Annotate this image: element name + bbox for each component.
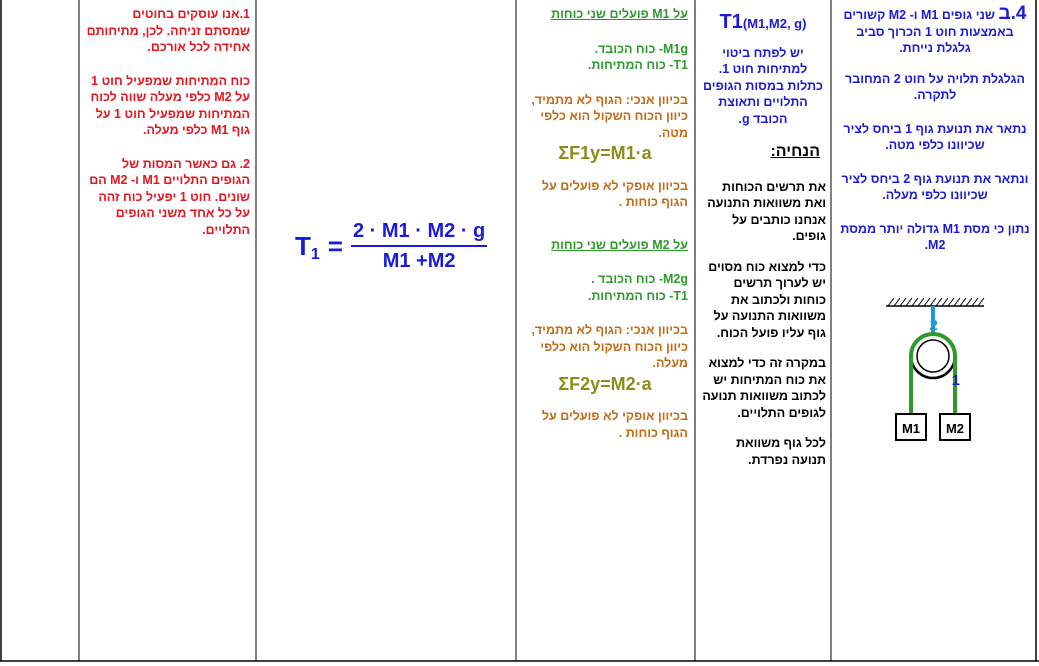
forces-column [522, 0, 688, 662]
m2-equation: ΣF2y=M2·a [558, 373, 652, 394]
result-fraction [351, 220, 487, 273]
result-denominator: M1 +M2 [382, 250, 456, 272]
problem-column [838, 0, 1032, 662]
ceiling-hatch [888, 298, 984, 306]
m2-forces-title: על M2 פועלים שני כוחות [551, 237, 688, 252]
mass-m1-label: M1 [901, 421, 921, 436]
note-3: 2. גם כאשר המסות של הגופים התלויים M1 ו- M2 הם שונים. חוט 1 יפעיל כוח זהה על כל אחד משני הגופים התלויים. [89, 156, 250, 237]
guidance-1: את תרשים הכוחות ואת משוואות התנועה אנחנו כותבים על גופים. [707, 179, 826, 243]
guidance-column [700, 0, 826, 662]
string-2-label: 2 [929, 317, 938, 334]
problem-statement-3: נתאר את תנועת גוף 1 ביחס לציר שכיוונו כלפי מטה. [843, 121, 1027, 152]
m1-forces-title: על M1 פועלים שני כוחות [551, 7, 688, 21]
question-number: 4.ב [998, 3, 1027, 24]
guidance-4: לכל גוף משוואת תנועה נפרדת. [736, 436, 826, 467]
guidance-title: הנחיה: [770, 143, 820, 160]
result-column [257, 0, 515, 662]
m1-vertical-note: בכיוון אנכי: הגוף לא מתמיד, כיוון הכוח השקול הוא כלפי מטה. [531, 92, 688, 140]
m2-horizontal-note: בכיוון אופקי לא פועלים על הגוף כוחות . [541, 409, 688, 440]
pulley-diagram [882, 292, 992, 452]
m2-force-tension: T1- כוח המתיחות. [587, 288, 688, 303]
guidance-2: כדי למצוא כוח מסוים יש לערוך תרשים כוחות ולכתוב את משוואות התנועה על גוף עליו פועל הכוח. [708, 259, 826, 340]
guidance-3: במקרה זה כדי למצוא את כוח המתיחות יש לכתוב משוואות תנועה לגופים התלויים. [702, 356, 826, 420]
m1-horizontal-note: בכיוון אופקי לא פועלים על הגוף כוחות . [541, 178, 688, 209]
string-1-label: 1 [951, 372, 960, 389]
problem-statement-1: 4.ב שני גופים M1 ו- M2 קשורים באמצעות חוט 1 הכרוך סביב גלגלת נייחת. [843, 3, 1027, 55]
problem-statement-2: הגלגלת תלויה על חוט 2 המחובר לתקרה. [845, 71, 1025, 102]
m2-vertical-note: בכיוון אנכי: הגוף לא מתמיד, כיוון הכוח השקול הוא כלפי מעלה. [531, 323, 688, 370]
m1-force-tension: T1- כוח המתיחות. [587, 58, 688, 72]
notes-column [84, 0, 250, 662]
note-2: כוח המתיחות שמפעיל חוט 1 על M2 כלפי מעלה שווה לכוח המתיחות שמפעיל חוט 1 על גוף M1 כלפי מעלה. [90, 73, 250, 137]
result-numerator: 2 · M1 · M2 · g [351, 220, 487, 247]
task-description: יש לפתח ביטוי למתיחות חוט 1. כתלות במסות הגופים התלויים ותאוצת הכובד g. [703, 45, 823, 126]
result-equals: = [327, 231, 343, 261]
m1-force-gravity: M1g- כוח הכובד. [594, 41, 688, 56]
result-lhs: T [295, 231, 311, 261]
target-expression: T1(M1,M2, g) [719, 11, 807, 33]
problem-statement-5: נתון כי מסת M1 גדולה יותר ממסת M2. [840, 221, 1030, 252]
empty-column [2, 0, 78, 662]
m2-force-gravity: M2g- כוח הכובד . [591, 272, 688, 286]
note-1: 1.אנו עוסקים בחוטים שמסתם זניחה. לכן, מתיחותם אחידה לכל אורכם. [86, 7, 250, 54]
result-lhs-sub: 1 [310, 245, 320, 263]
mass-m2-label: M2 [945, 421, 965, 436]
m1-equation: ΣF1y=M1·a [558, 143, 652, 163]
problem-statement-4: ונתאר את תנועת גוף 2 ביחס לציר שכיוונו כלפי מעלה. [841, 171, 1029, 202]
result-formula [295, 220, 487, 273]
